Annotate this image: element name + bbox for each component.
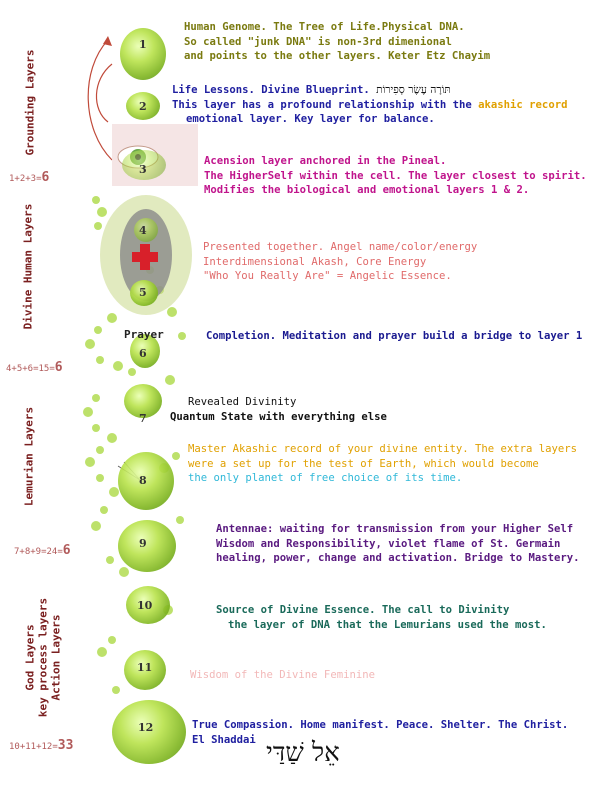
layer-9-line-2: Wisdom and Responsibility, violet flame of St. Germain [216, 537, 561, 550]
sum-god-result: 33 [57, 738, 74, 753]
layer-9-description [216, 522, 580, 566]
layer-2-hebrew: תּוֹרָה עֶשֶׂר סְפִירוֹת [376, 84, 451, 96]
layer-1-line-3: and points to the other layers. Keter Etz Chayim [184, 50, 491, 62]
layer-9-line-3: healing, power, change and activation. Bridge to Mastery. [216, 552, 580, 564]
el-shaddai-hebrew: אֵל שַׁדַּי [266, 738, 340, 768]
layer-8-line-2: were a set up for the test of Earth, which would become [188, 457, 539, 470]
layer-1-line-2: So called "junk DNA" is non-3rd dimenional [184, 35, 452, 48]
layer-4-5-line-1: Presented together. Angel name/color/energy [203, 241, 478, 253]
layer-8-line-1: Master Akashic record of your divine entity. The extra layers [188, 443, 578, 455]
layer-number-4: 4 [139, 224, 147, 237]
layer-number-8: 8 [139, 474, 147, 487]
layer-number-1: 1 [139, 38, 147, 51]
sum-grounding-eq: 1+2+3= [9, 174, 42, 184]
layer-3-description [204, 154, 587, 198]
sum-grounding-result: 6 [41, 170, 50, 185]
layer-2-line-2 [172, 98, 567, 113]
layer-number-7: 7 [139, 412, 147, 425]
layer-1-description [184, 20, 490, 64]
sum-god-eq: 10+11+12= [9, 742, 58, 752]
layer-12-description [192, 718, 568, 747]
layer-4-5-line-2: Interdimensional Akash, Core Energy [203, 255, 427, 268]
layer-1-blob [120, 28, 166, 80]
layer-11-description: Wisdom of the Divine Feminine [190, 669, 375, 681]
layer-number-10: 10 [137, 599, 153, 612]
layer-7-line-2: Quantum State with everything else [170, 410, 387, 423]
sum-divine-human-eq: 4+5+6=15= [6, 364, 55, 374]
layer-number-9: 9 [139, 537, 147, 550]
layer-7-description [170, 395, 387, 424]
layer-2-line-3: emotional layer. Key layer for balance. [186, 113, 435, 125]
layer-7-line-1: Revealed Divinity [188, 396, 297, 408]
prayer-label: Prayer [124, 328, 164, 341]
side-label-grounding: Grounding Layers [23, 49, 37, 156]
sum-lemurian-eq: 7+8+9=24= [14, 547, 63, 557]
layer-1-line-1: Human Genome. The Tree of Life.Physical DNA. [184, 21, 465, 33]
layer-number-2: 2 [139, 100, 147, 113]
layer-number-3: 3 [139, 163, 147, 176]
side-label-god-3: Action Layers [49, 614, 63, 701]
sum-divine-human-result: 6 [54, 360, 63, 375]
side-label-divine-human: Divine Human Layers [21, 203, 35, 330]
arrow-curve-upper [96, 64, 112, 122]
layer-number-12: 12 [138, 721, 154, 734]
layer-12-line-1: True Compassion. Home manifest. Peace. Shelter. The Christ. [192, 719, 569, 731]
layer-3-line-1: Acension layer anchored in the Pineal. [204, 155, 447, 167]
layer-number-5: 5 [139, 286, 147, 299]
layer-8-description [188, 442, 577, 486]
layer-8-line-3: the only planet of free choice of its time. [188, 472, 463, 484]
layer-10-line-1: Source of Divine Essence. The call to Divinity [216, 604, 510, 616]
layer-2-line-2-text: This layer has a profound relationship with the [172, 98, 479, 111]
layer-2-line-1 [172, 83, 567, 98]
side-label-lemurian: Lemurian Layers [22, 406, 36, 507]
layer-4-5-description [203, 240, 477, 284]
layer-10-description [216, 603, 547, 632]
layer-3-line-3: Modifies the biological and emotional layers 1 & 2. [204, 184, 530, 196]
sum-lemurian-result: 6 [62, 543, 71, 558]
layer-3-line-2: The HigherSelf within the cell. The layer closest to spirit. [204, 169, 587, 182]
layer-2-description [172, 83, 567, 127]
layer-2-line-1-text: Life Lessons. Divine Blueprint. [172, 84, 370, 96]
layer-4-5-line-3: "Who You Really Are" = Angelic Essence. [203, 270, 452, 282]
layer-12-line-2: El Shaddai [192, 733, 256, 746]
layer-9-blob [118, 520, 176, 572]
side-label-god-1: God Layers [23, 624, 37, 691]
layer-10-line-2: the layer of DNA that the Lemurians used the most. [228, 618, 547, 631]
layer-number-11: 11 [137, 661, 153, 674]
red-cross-horizontal [132, 252, 158, 262]
arrow-curve-lower [88, 40, 112, 160]
side-label-god-2: key process layers [36, 597, 50, 718]
layer-9-line-1: Antennae: waiting for transmission from your Higher Self [216, 523, 574, 535]
layer-6-description: Completion. Meditation and prayer build a bridge to layer 1 [206, 330, 583, 342]
akashic-record-highlight: akashic record [478, 98, 568, 111]
layer-number-6: 6 [139, 347, 147, 360]
